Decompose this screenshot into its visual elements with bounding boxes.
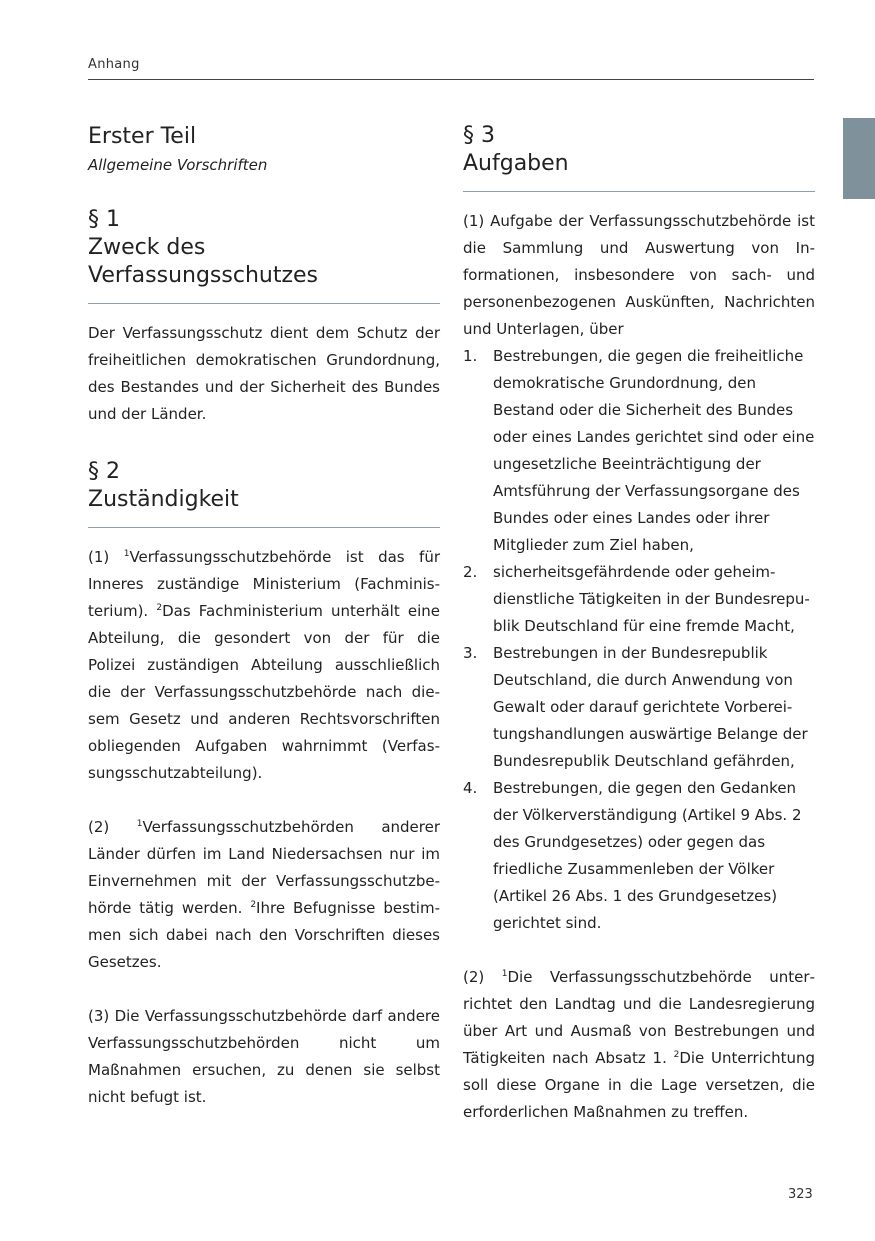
sentence-number: 1 (123, 549, 130, 559)
paragraph-label: (1) (88, 548, 124, 566)
right-column (463, 122, 815, 1126)
paragraph-1 (88, 544, 440, 787)
list-item (463, 640, 815, 775)
sentence-number: 2 (673, 1050, 680, 1060)
paragraph-label: (2) (463, 968, 502, 986)
section-number: § 2 (88, 459, 120, 484)
list-item-text: Bestrebungen in der Bundesrepublik Deutschland, die durch Anwendung von Gewalt oder darauf gerichtete Vorbereitungshandlungen auswärtige Belange der Bundesrepublik Deutschland gefährden, (493, 644, 808, 770)
running-head: Anhang (88, 57, 140, 72)
part-title: Erster Teil (88, 124, 197, 149)
section-title: Zweck des Verfassungsschutzes (88, 235, 319, 288)
section-1 (88, 206, 440, 428)
list-item-number: 3. (463, 644, 478, 662)
page-number: 323 (788, 1187, 813, 1202)
paragraph-2 (88, 814, 440, 976)
section-paragraph: Der Verfassungsschutz dient dem Schutz der freiheitlichen demokratischen Grundordnung, des Bestandes und der Sicherheit des Bundes und der Länder. (88, 324, 440, 423)
sentence-text: Das Fachministerium unterhält eine Abteilung, die gesondert von der für die Polizei zuständigen Abteilung ausschließlich die der Verfassungsschutzbehörde nach diesem Gesetz und anderen Rechtsvorschriften obliegenden Aufgaben wahrnimmt (Verfassungsschutzabteilung). (88, 602, 441, 782)
list-item (463, 775, 815, 937)
list-item-number: 4. (463, 779, 478, 797)
sentence-text: Die Unterrichtung soll diese Organe in die Lage versetzen, die erforderlichen Maßnahmen zu treffen. (463, 1049, 815, 1121)
list-item-text: sicherheitsgefährdende oder geheimdienstliche Tätigkeiten in der Bundesrepublik Deutschland für eine fremde Macht, (493, 563, 810, 635)
sentence-text: Verfassungsschutzbehörden anderer Länder dürfen im Land Niedersachsen nur im Einvernehmen mit der Verfassungsschutzbehörde tätig werden. (88, 818, 440, 917)
paragraph-3: (3) Die Verfassungsschutzbehörde darf andere Verfassungsschutzbehörden nicht um Maßnahmen ersuchen, zu denen sie selbst nicht befugt ist. (88, 1007, 440, 1106)
part-subtitle: Allgemeine Vorschriften (88, 156, 268, 174)
sentence-text: Verfassungsschutzbehörde ist das für Inneres zuständige Ministerium (Fachministerium). (88, 548, 441, 620)
section-title: Zuständigkeit (88, 487, 239, 512)
left-column (88, 122, 440, 1111)
section-rule (463, 191, 815, 192)
section-rule (88, 303, 440, 304)
sentence-number: 2 (156, 603, 163, 613)
list-item (463, 559, 815, 640)
list-item-text: Bestrebungen, die gegen die freiheitliche demokratische Grundordnung, den Bestand oder die Sicherheit des Bundes oder eines Landes gerichtet sind oder eine ungesetzliche Beeinträchtigung der Amtsführung der Verfassungsorgane des Bundes oder eines Landes oder ihrer Mitglieder zum Ziel haben, (493, 347, 815, 554)
sentence-number: 2 (250, 900, 257, 910)
sentence-text: Die Verfassungsschutzbehörde unterrichtet den Landtag und die Landesregierung über Art und Ausmaß von Bestrebungen und Tätigkeiten nach Absatz 1. (463, 968, 816, 1067)
sentence-number: 1 (136, 819, 143, 829)
list-item-number: 2. (463, 563, 478, 581)
section-2 (88, 458, 440, 1111)
thumb-index-tab (843, 118, 875, 199)
paragraph-2 (463, 964, 815, 1126)
section-3 (463, 122, 815, 1126)
sentence-number: 1 (501, 969, 508, 979)
paragraph-1-intro: (1) Aufgabe der Verfassungsschutzbehörde ist die Sammlung und Auswertung von Informationen, insbesondere von sach- und personenbezogenen Auskünften, Nachrichten und Unterlagen, über (463, 212, 815, 338)
paragraph-label: (2) (88, 818, 137, 836)
enumerated-list (463, 343, 815, 937)
header-rule (88, 79, 814, 80)
section-title: Aufgaben (463, 151, 569, 176)
list-item (463, 343, 815, 559)
section-number: § 1 (88, 207, 120, 232)
section-rule (88, 527, 440, 528)
section-number: § 3 (463, 123, 495, 148)
sentence-text: Ihre Befugnisse bestimmen sich dabei nach den Vorschriften dieses Gesetzes. (88, 899, 440, 971)
list-item-text: Bestrebungen, die gegen den Gedanken der Völkerverständigung (Artikel 9 Abs. 2 des Grundgesetzes) oder gegen das friedliche Zusammenleben der Völker (Artikel 26 Abs. 1 des Grundgesetzes) gerichtet sind. (493, 779, 802, 932)
list-item-number: 1. (463, 347, 478, 365)
